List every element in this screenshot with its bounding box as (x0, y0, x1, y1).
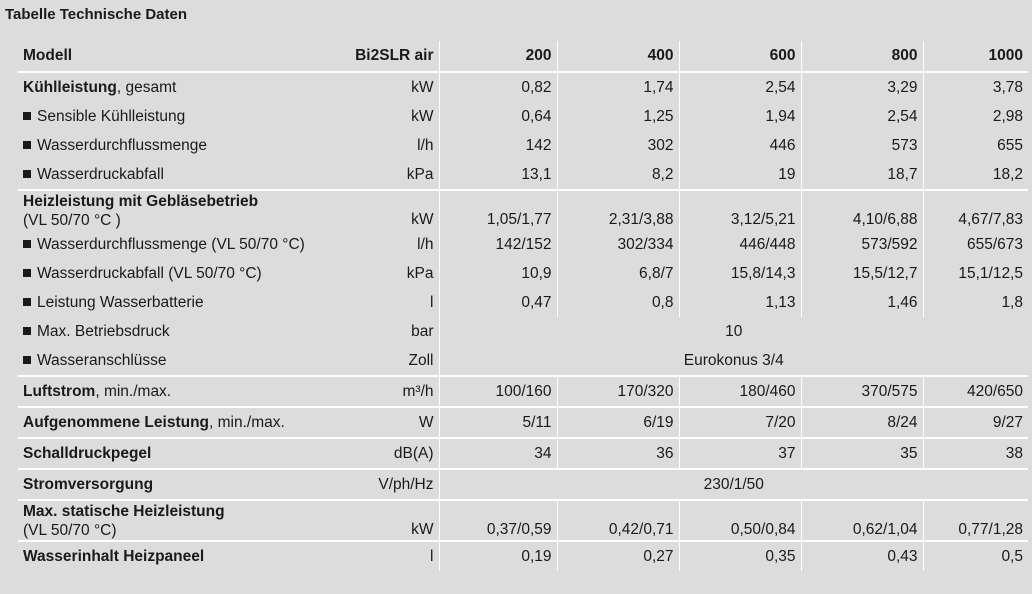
technical-data-table (18, 41, 1028, 571)
row-unit: W (344, 407, 439, 438)
table-row (18, 376, 1028, 407)
row-label (18, 288, 344, 317)
row-unit: kW (344, 190, 439, 230)
row-value: 15,5/12,7 (801, 259, 923, 288)
row-label (18, 407, 344, 438)
bullet-square-icon (23, 170, 31, 178)
row-value: 0,43 (801, 541, 923, 571)
row-unit: kW (344, 500, 439, 541)
table-body (18, 41, 1028, 571)
row-value: 4,10/6,88 (801, 190, 923, 230)
row-value: 3,78 (923, 72, 1028, 102)
row-value: 370/575 (801, 376, 923, 407)
row-value: 1,94 (679, 102, 801, 131)
row-label-text: Max. Betriebsdruck (37, 322, 170, 340)
row-label (18, 102, 344, 131)
row-value: 446 (679, 131, 801, 160)
row-label-bold: Max. statische Heizleistung (23, 502, 225, 520)
table-row (18, 541, 1028, 571)
row-value: 302 (557, 131, 679, 160)
table-row (18, 317, 1028, 346)
table-row (18, 230, 1028, 259)
row-label-text: Wasserdruckabfall (VL 50/70 °C) (37, 264, 262, 282)
bullet-square-icon (23, 327, 31, 335)
row-value: 3,12/5,21 (679, 190, 801, 230)
row-value: 9/27 (923, 407, 1028, 438)
row-label-text: Wasserdruckabfall (37, 165, 164, 183)
row-value: 35 (801, 438, 923, 469)
row-label-condition: (VL 50/70 °C ) (23, 211, 121, 229)
bullet-square-icon (23, 269, 31, 277)
row-value: 37 (679, 438, 801, 469)
row-value: 4,67/7,83 (923, 190, 1028, 230)
row-unit: l/h (417, 235, 434, 253)
row-value: 0,62/1,04 (801, 500, 923, 541)
row-value: 10,9 (439, 259, 557, 288)
column-header: 200 (439, 41, 557, 72)
row-label (18, 469, 344, 500)
row-label (18, 160, 344, 190)
row-value-span: 10 (439, 317, 1028, 346)
row-unit: kPa (406, 165, 434, 183)
row-label-bold: Aufgenommene Leistung (23, 413, 210, 431)
table-heading: Tabelle Technische Daten (5, 6, 187, 23)
bullet-square-icon (23, 298, 31, 306)
row-value: 6,8/7 (557, 259, 679, 288)
column-header: 600 (679, 41, 801, 72)
row-label-bold: Kühlleistung (23, 78, 117, 96)
row-unit: m³/h (344, 376, 439, 407)
row-value: 1,8 (923, 288, 1028, 317)
table-row (18, 160, 1028, 190)
bullet-square-icon (23, 240, 31, 248)
row-label (18, 72, 344, 102)
series-label: Bi2SLR air (355, 47, 434, 64)
row-label-text: , min./max. (209, 413, 285, 431)
row-value: 5/11 (439, 407, 557, 438)
row-label (18, 259, 344, 288)
row-value: 1,74 (557, 72, 679, 102)
row-label-text: Wasserdurchflussmenge (37, 136, 207, 154)
row-label (18, 541, 344, 571)
row-value: 2,31/3,88 (557, 190, 679, 230)
row-label (18, 131, 344, 160)
row-value: 8,2 (557, 160, 679, 190)
row-value: 1,05/1,77 (439, 190, 557, 230)
row-label-text: Wasseranschlüsse (37, 351, 167, 369)
row-value: 0,19 (439, 541, 557, 571)
row-value: 100/160 (439, 376, 557, 407)
table-row (18, 259, 1028, 288)
row-label-text: , gesamt (116, 78, 177, 96)
row-value: 0,37/0,59 (439, 500, 557, 541)
table-row (18, 190, 1028, 230)
row-label-condition: (VL 50/70 °C) (23, 521, 117, 539)
row-value: 0,50/0,84 (679, 500, 801, 541)
row-value: 2,54 (679, 72, 801, 102)
row-value-span: Eurokonus 3/4 (439, 346, 1028, 376)
row-label-bold: Schalldruckpegel (23, 444, 152, 462)
row-value: 0,27 (557, 541, 679, 571)
table-row (18, 438, 1028, 469)
row-value: 34 (439, 438, 557, 469)
row-unit: Zoll (408, 351, 434, 369)
row-label (18, 317, 344, 346)
row-value: 2,54 (801, 102, 923, 131)
row-unit: l (344, 541, 439, 571)
row-value: 0,42/0,71 (557, 500, 679, 541)
row-value: 0,35 (679, 541, 801, 571)
row-value: 0,5 (923, 541, 1028, 571)
row-unit: kW (344, 72, 439, 102)
row-value: 655 (923, 131, 1028, 160)
row-label-text: Sensible Kühlleistung (37, 107, 186, 125)
row-unit: kW (411, 107, 434, 125)
row-value: 7/20 (679, 407, 801, 438)
row-value: 13,1 (439, 160, 557, 190)
table-row (18, 469, 1028, 500)
row-value: 15,1/12,5 (923, 259, 1028, 288)
row-value: 302/334 (557, 230, 679, 259)
header-row (18, 41, 1028, 72)
row-label (18, 346, 344, 376)
table-row (18, 407, 1028, 438)
column-header: 400 (557, 41, 679, 72)
row-label-text: Leistung Wasserbatterie (37, 293, 204, 311)
row-label-bold: Wasserinhalt Heizpaneel (23, 547, 205, 565)
row-label-bold: Luftstrom (23, 382, 96, 400)
row-value: 142/152 (439, 230, 557, 259)
row-unit: bar (411, 322, 434, 340)
row-unit: V/ph/Hz (344, 469, 439, 500)
table-row (18, 102, 1028, 131)
model-label: Modell (23, 47, 73, 64)
row-label-bold: Heizleistung mit Gebläsebetrieb (23, 192, 259, 210)
row-unit: dB(A) (344, 438, 439, 469)
row-label (18, 438, 344, 469)
row-value: 1,13 (679, 288, 801, 317)
table-row (18, 346, 1028, 376)
row-value: 36 (557, 438, 679, 469)
row-value: 2,98 (923, 102, 1028, 131)
row-label-bold: Stromversorgung (23, 475, 154, 493)
row-value: 8/24 (801, 407, 923, 438)
row-value: 1,46 (801, 288, 923, 317)
row-value: 18,7 (801, 160, 923, 190)
row-value: 573 (801, 131, 923, 160)
row-value: 0,77/1,28 (923, 500, 1028, 541)
row-label-text: , min./max. (95, 382, 172, 400)
table-row (18, 72, 1028, 102)
table-row (18, 288, 1028, 317)
row-value: 446/448 (679, 230, 801, 259)
table-row (18, 500, 1028, 541)
row-value-span: 230/1/50 (439, 469, 1028, 500)
row-unit: l/h (417, 136, 434, 154)
row-label (18, 230, 344, 259)
row-value: 6/19 (557, 407, 679, 438)
row-value: 0,64 (439, 102, 557, 131)
row-value: 655/673 (923, 230, 1028, 259)
row-label (18, 190, 344, 230)
row-value: 3,29 (801, 72, 923, 102)
row-value: 19 (679, 160, 801, 190)
bullet-square-icon (23, 356, 31, 364)
bullet-square-icon (23, 112, 31, 120)
row-value: 0,8 (557, 288, 679, 317)
row-unit: kPa (406, 264, 434, 282)
row-label (18, 376, 344, 407)
row-unit: l (430, 293, 434, 311)
bullet-square-icon (23, 141, 31, 149)
row-label-text: Wasserdurchflussmenge (VL 50/70 °C) (37, 235, 305, 253)
row-value: 573/592 (801, 230, 923, 259)
row-value: 0,82 (439, 72, 557, 102)
row-value: 180/460 (679, 376, 801, 407)
column-header: 1000 (923, 41, 1028, 72)
row-value: 170/320 (557, 376, 679, 407)
row-value: 420/650 (923, 376, 1028, 407)
table-row (18, 131, 1028, 160)
row-value: 142 (439, 131, 557, 160)
row-value: 15,8/14,3 (679, 259, 801, 288)
row-value: 1,25 (557, 102, 679, 131)
row-value: 18,2 (923, 160, 1028, 190)
column-header: 800 (801, 41, 923, 72)
row-label (18, 500, 344, 541)
row-value: 38 (923, 438, 1028, 469)
row-value: 0,47 (439, 288, 557, 317)
